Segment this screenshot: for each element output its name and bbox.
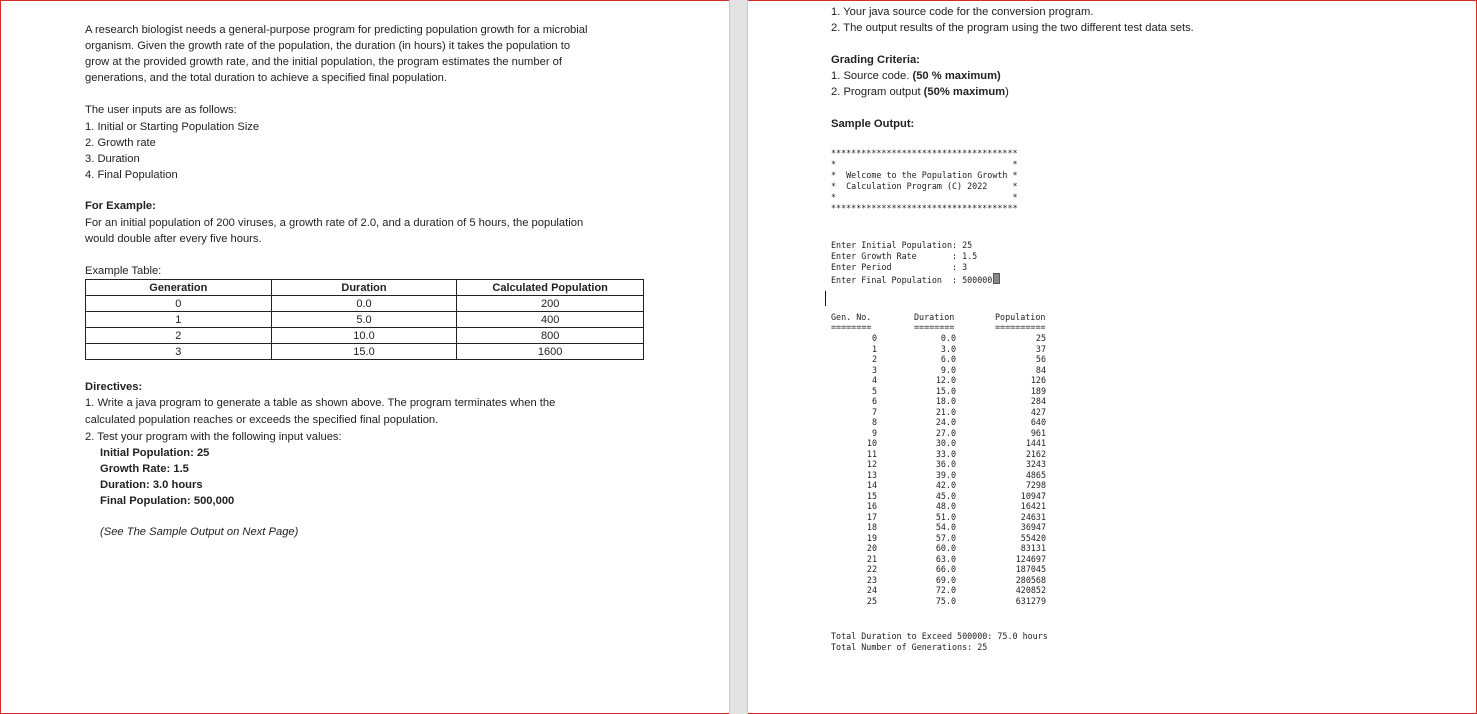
output-row [831, 354, 1051, 365]
output-gen: 1 [871, 343, 877, 354]
output-row [831, 417, 1051, 428]
output-gen: 15 [866, 490, 877, 501]
output-row [831, 543, 1051, 554]
output-population: 16421 [1020, 501, 1046, 511]
table-caption: Example Table: [85, 265, 162, 277]
output-gen: 21 [866, 553, 877, 564]
example-heading: For Example: [85, 200, 156, 212]
table-header: Generation [86, 280, 272, 296]
output-population: 10947 [1020, 490, 1046, 501]
output-population: 56 [1035, 354, 1046, 364]
output-population: 427 [1030, 406, 1046, 417]
deliverable-line: 2. The output results of the program using the two different test data sets. [831, 22, 1194, 34]
output-gen: 9 [871, 427, 877, 438]
table-cell: 5.0 [271, 312, 457, 328]
example-line: For an initial population of 200 viruses, a growth rate of 2.0, and a duration of 5 hours, the population [85, 217, 584, 229]
output-duration: 27.0 [935, 427, 956, 438]
output-row [831, 407, 1051, 418]
output-duration: 57.0 [935, 532, 956, 543]
table-cell: 3 [86, 344, 272, 360]
output-header-population: Population [995, 312, 1046, 322]
test-value: Final Population: 500,000 [100, 495, 235, 507]
table-row [86, 296, 644, 312]
table-row [86, 328, 644, 344]
output-row [831, 396, 1051, 407]
output-population: 7298 [1025, 480, 1046, 490]
output-row [831, 344, 1051, 355]
output-row [831, 438, 1051, 449]
output-population: 124697 [1015, 553, 1046, 564]
output-duration: 12.0 [935, 375, 956, 385]
test-value: Initial Population: 25 [100, 447, 210, 459]
grading-prefix: 1. Source code. [831, 70, 913, 82]
input-line-text: Enter Final Population : 500000 [831, 275, 993, 285]
output-gen: 13 [866, 469, 877, 480]
output-duration: 54.0 [935, 522, 956, 532]
output-row [831, 480, 1051, 491]
grading-prefix: 2. Program output [831, 86, 924, 98]
table-cell: 15.0 [271, 344, 457, 360]
output-duration: 60.0 [935, 543, 956, 553]
grading-weight: (50% maximum [923, 86, 1006, 98]
output-row [831, 386, 1051, 397]
output-row [831, 533, 1051, 544]
output-duration: 66.0 [935, 564, 956, 574]
output-gen: 0 [871, 333, 877, 343]
output-row [831, 575, 1051, 586]
output-population: 36947 [1020, 522, 1046, 532]
output-row [831, 375, 1051, 386]
directives-heading: Directives: [85, 381, 143, 393]
output-population: 1441 [1025, 438, 1046, 448]
output-header-duration: Duration [914, 312, 955, 322]
output-population: 83131 [1020, 543, 1046, 553]
output-gen: 20 [866, 543, 877, 553]
output-row [831, 459, 1051, 470]
test-value: Duration: 3.0 hours [100, 479, 203, 491]
output-gen: 14 [866, 480, 877, 490]
banner-line: * Welcome to the Population Growth * [831, 170, 1018, 180]
output-duration: 3.0 [940, 343, 956, 354]
output-row [831, 522, 1051, 533]
grading-line [831, 68, 1001, 84]
total-line: Total Duration to Exceed 500000: 75.0 hours [831, 631, 1048, 641]
output-population: 3243 [1025, 459, 1046, 469]
text-caret-icon [825, 291, 826, 306]
output-gen: 12 [866, 459, 877, 469]
output-duration: 36.0 [935, 459, 956, 469]
see-note: (See The Sample Output on Next Page) [100, 526, 299, 538]
output-population: 640 [1030, 417, 1046, 427]
output-population: 420852 [1015, 585, 1046, 595]
output-population: 25 [1035, 333, 1046, 343]
output-population: 126 [1030, 375, 1046, 385]
output-gen: 23 [866, 574, 877, 585]
output-gen: 8 [871, 417, 877, 427]
inputs-heading: The user inputs are as follows: [85, 104, 237, 116]
output-population: 55420 [1020, 532, 1046, 543]
output-gen: 5 [871, 385, 877, 396]
output-row [831, 470, 1051, 481]
grading-heading: Grading Criteria: [831, 54, 920, 66]
output-population: 189 [1030, 385, 1046, 396]
output-duration: 51.0 [935, 511, 956, 522]
intro-line: A research biologist needs a general-purpose program for predicting population growth for a microbial [85, 24, 588, 36]
output-gen: 6 [871, 396, 877, 406]
output-gen: 7 [871, 406, 877, 417]
output-duration: 6.0 [940, 354, 956, 364]
banner-line: ************************************* [831, 203, 1018, 213]
directives-line: 1. Write a java program to generate a table as shown above. The program terminates when the [85, 397, 556, 409]
table-row [86, 344, 644, 360]
output-gen: 19 [866, 532, 877, 543]
output-duration: 69.0 [935, 574, 956, 585]
output-duration: 33.0 [935, 448, 956, 459]
output-row [831, 585, 1051, 596]
console-cursor-icon [993, 273, 1000, 284]
output-duration: 30.0 [935, 438, 956, 448]
output-gen: 10 [866, 438, 877, 448]
output-duration: 42.0 [935, 480, 956, 490]
banner-line: * * [831, 192, 1018, 202]
output-population: 37 [1035, 343, 1046, 354]
output-duration: 45.0 [935, 490, 956, 501]
test-value: Growth Rate: 1.5 [100, 463, 189, 475]
output-gen: 16 [866, 501, 877, 511]
inputs-list-item: 3. Duration [85, 153, 140, 165]
table-header: Calculated Population [457, 280, 644, 296]
output-header-underline: ======== [831, 322, 872, 332]
table-cell: 400 [457, 312, 644, 328]
output-gen: 18 [866, 522, 877, 532]
output-gen: 4 [871, 375, 877, 385]
output-row [831, 501, 1051, 512]
output-population: 4865 [1025, 469, 1046, 480]
output-gen: 2 [871, 354, 877, 364]
output-duration: 21.0 [935, 406, 956, 417]
inputs-list-item: 4. Final Population [85, 169, 178, 181]
inputs-list-item: 2. Growth rate [85, 137, 156, 149]
output-duration: 63.0 [935, 553, 956, 564]
output-gen: 25 [866, 595, 877, 606]
output-row [831, 512, 1051, 523]
banner-line: * * [831, 159, 1018, 169]
inputs-list-item: 1. Initial or Starting Population Size [85, 121, 260, 133]
intro-line: organism. Given the growth rate of the population, the duration (in hours) it takes the population to [85, 40, 571, 52]
output-header-underline: ========== [995, 322, 1046, 332]
output-population: 631279 [1015, 595, 1046, 606]
output-header-gen: Gen. No. [831, 312, 872, 322]
table-cell: 1600 [457, 344, 644, 360]
output-row [831, 365, 1051, 376]
grading-weight: (50 % maximum) [912, 70, 1001, 82]
output-duration: 0.0 [940, 333, 956, 343]
output-row [831, 564, 1051, 575]
input-line: Enter Period : 3 [831, 262, 968, 272]
output-duration: 75.0 [935, 595, 956, 606]
output-population: 280568 [1015, 574, 1046, 585]
directives-line: calculated population reaches or exceeds the specified final population. [85, 414, 439, 426]
output-row [831, 428, 1051, 439]
output-population: 284 [1030, 396, 1046, 406]
output-duration: 18.0 [935, 396, 956, 406]
output-row [831, 596, 1051, 607]
example-line: would double after every five hours. [85, 233, 262, 245]
grading-suffix: ) [1005, 86, 1009, 98]
table-header-row [86, 280, 644, 296]
output-population: 2162 [1025, 448, 1046, 459]
output-row [831, 491, 1051, 502]
table-row [86, 312, 644, 328]
output-duration: 39.0 [935, 469, 956, 480]
output-duration: 9.0 [940, 364, 956, 375]
output-gen: 17 [866, 511, 877, 522]
banner-line: * Calculation Program (C) 2022 * [831, 181, 1018, 191]
total-line: Total Number of Generations: 25 [831, 642, 988, 652]
output-row [831, 449, 1051, 460]
output-gen: 24 [866, 585, 877, 595]
input-line: Enter Initial Population: 25 [831, 240, 973, 250]
output-population: 24631 [1020, 511, 1046, 522]
page-gutter [729, 0, 748, 714]
table-cell: 800 [457, 328, 644, 344]
output-duration: 48.0 [935, 501, 956, 511]
input-line [831, 273, 1000, 286]
table-cell: 200 [457, 296, 644, 312]
table-cell: 10.0 [271, 328, 457, 344]
intro-line: generations, and the total duration to achieve a specified final population. [85, 72, 447, 84]
output-row [831, 554, 1051, 565]
output-population: 84 [1035, 364, 1046, 375]
deliverable-line: 1. Your java source code for the conversion program. [831, 6, 1094, 18]
output-row [831, 333, 1051, 344]
grading-line [831, 84, 1009, 100]
table-header: Duration [271, 280, 457, 296]
intro-line: grow at the provided growth rate, and the initial population, the program estimates the number of [85, 56, 562, 68]
output-population: 961 [1030, 427, 1046, 438]
output-population: 187045 [1015, 564, 1046, 574]
table-cell: 0 [86, 296, 272, 312]
table-cell: 2 [86, 328, 272, 344]
sample-heading: Sample Output: [831, 118, 915, 130]
output-gen: 11 [866, 448, 877, 459]
directives-line: 2. Test your program with the following input values: [85, 431, 342, 443]
output-gen: 22 [866, 564, 877, 574]
left-page [85, 0, 715, 714]
output-duration: 24.0 [935, 417, 956, 427]
output-gen: 3 [871, 364, 877, 375]
output-duration: 72.0 [935, 585, 956, 595]
table-cell: 0.0 [271, 296, 457, 312]
banner-line: ************************************* [831, 148, 1018, 158]
example-table [85, 279, 644, 360]
right-page [831, 0, 1451, 714]
output-duration: 15.0 [935, 385, 956, 396]
input-line: Enter Growth Rate : 1.5 [831, 251, 978, 261]
table-cell: 1 [86, 312, 272, 328]
output-header-underline: ======== [914, 322, 955, 332]
